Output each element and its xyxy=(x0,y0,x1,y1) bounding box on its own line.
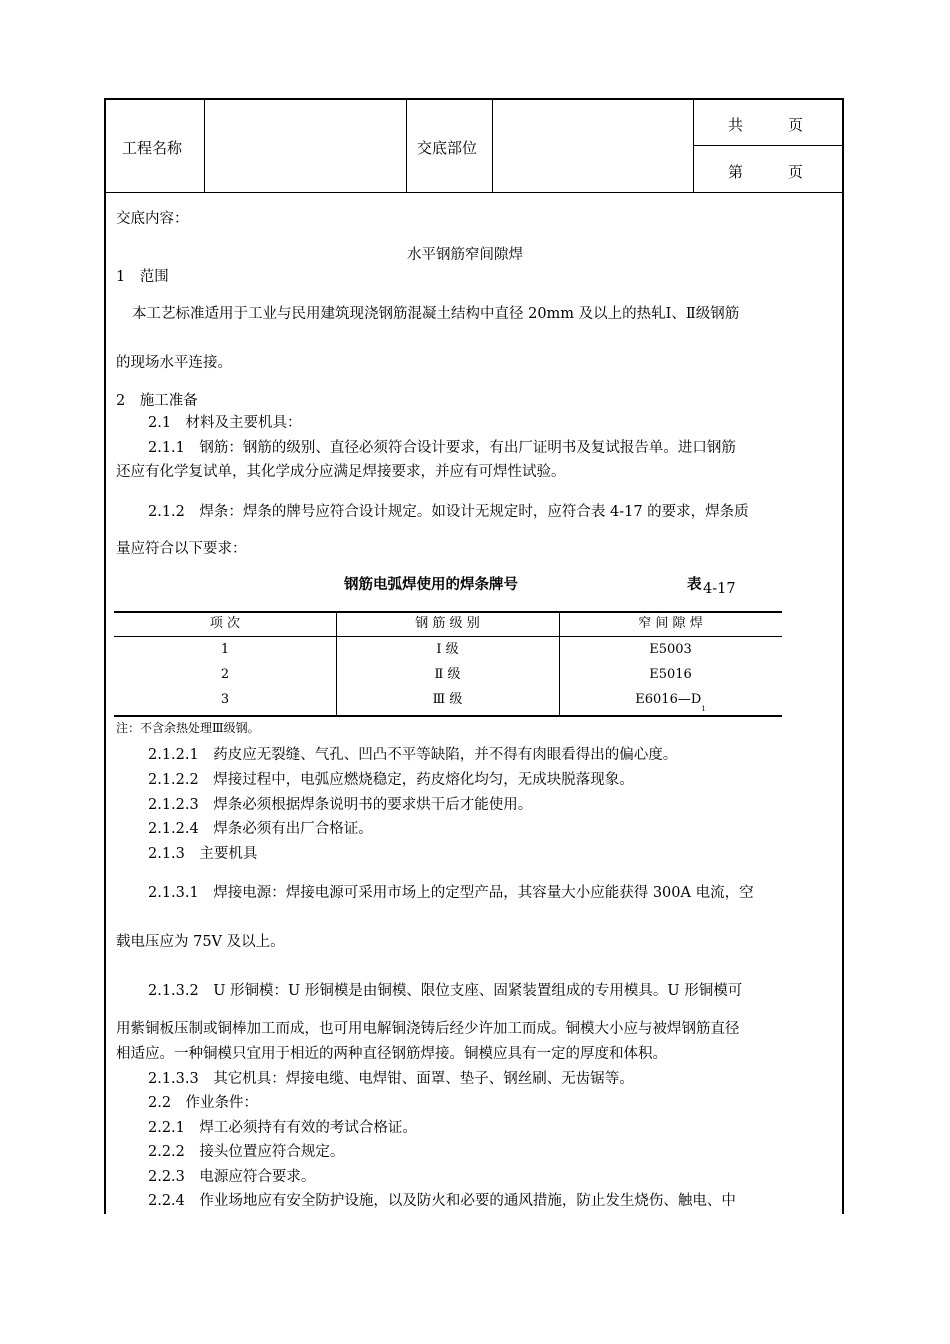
item-2-2-1: 2.2.1 焊工必须持有有效的考试合格证。 xyxy=(148,1120,417,1136)
table-row xyxy=(114,689,782,711)
item-2-1: 2.1 材料及主要机具： xyxy=(148,415,302,431)
table-header-item: 项 次 xyxy=(209,616,241,631)
document-title: 水平钢筋窄间隙焊 xyxy=(407,247,523,263)
total-pages: 共 页 xyxy=(728,116,804,134)
item-2-1-2-2: 2.1.2.2 焊接过程中，电弧应燃烧稳定，药皮熔化均匀，无成块脱落现象。 xyxy=(148,772,634,788)
page-number: 第 页 xyxy=(728,163,804,181)
table-header-rule xyxy=(114,636,782,637)
item-2-2-3: 2.2.3 电源应符合要求。 xyxy=(148,1169,316,1185)
electrode-subscript: 1 xyxy=(701,705,706,713)
item-2-1-3-2-line3: 相适应。一种铜模只宜用于相近的两种直径钢筋焊接。铜模应具有一定的厚度和体积。 xyxy=(116,1046,667,1062)
item-2-2: 2.2 作业条件： xyxy=(148,1095,259,1111)
item-2-1-3: 2.1.3 主要机具 xyxy=(148,846,258,862)
table-cell: 3 xyxy=(220,692,230,707)
table-cell xyxy=(559,689,782,720)
location-label-cell xyxy=(407,100,493,192)
table-header-grade: 钢 筋 级 别 xyxy=(415,616,480,631)
item-2-1-2-1: 2.1.2.1 药皮应无裂缝、气孔、凹凸不平等缺陷，并不得有肉眼看得出的偏心度。 xyxy=(148,747,678,763)
table-cell: Ⅰ 级 xyxy=(436,642,459,657)
project-name-label: 工程名称 xyxy=(122,139,183,157)
table-cell: E5003 xyxy=(649,642,692,657)
total-pages-box xyxy=(694,100,844,146)
location-value-cell xyxy=(493,100,694,192)
table-header-weld: 窄 间 隙 焊 xyxy=(638,616,703,631)
table-caption: 钢筋电弧焊使用的焊条牌号 xyxy=(344,577,518,593)
item-2-1-3-1-line2: 载电压应为 75V 及以上。 xyxy=(116,934,285,950)
table-cell: Ⅱ 级 xyxy=(434,667,461,682)
item-2-1-2-line2: 量应符合以下要求： xyxy=(116,541,247,557)
section-1-text-line2: 的现场水平连接。 xyxy=(116,355,232,371)
table-cell: 2 xyxy=(220,667,230,682)
table-cell: E5016 xyxy=(649,667,692,682)
section-1-text-line1: 本工艺标准适用于工业与民用建筑现浇钢筋混凝土结构中直径 20mm 及以上的热轧Ⅰ、Ⅱ级钢筋 xyxy=(132,306,740,322)
item-2-1-2-line1: 2.1.2 焊条：焊条的牌号应符合设计规定。如设计无规定时，应符合表 4-17 的要求，焊条质 xyxy=(148,504,749,520)
project-name-label-cell xyxy=(106,100,205,192)
location-label: 交底部位 xyxy=(417,139,478,157)
table-note: 注：不含余热处理Ⅲ级钢。 xyxy=(116,721,260,735)
intro-label: 交底内容： xyxy=(116,211,189,227)
item-2-2-2: 2.2.2 接头位置应符合规定。 xyxy=(148,1144,345,1160)
project-name-value-cell xyxy=(205,100,407,192)
table-header-row xyxy=(114,613,782,635)
electrode-code: E6016—D xyxy=(635,692,702,707)
table-row xyxy=(114,639,782,661)
item-2-1-3-2-line1: 2.1.3.2 U 形铜模：U 形铜模是由铜模、限位支座、固紧装置组成的专用模具。U 形铜模可 xyxy=(148,983,743,999)
table-label-prefix: 表 xyxy=(687,577,702,593)
electrode-table xyxy=(114,611,782,719)
item-2-2-4: 2.2.4 作业场地应有安全防护设施，以及防火和必要的通风措施，防止发生烧伤、触电、中 xyxy=(148,1193,736,1209)
table-cell: Ⅲ 级 xyxy=(432,692,463,707)
section-2-heading: 2 施工准备 xyxy=(116,393,198,409)
item-2-1-2-4: 2.1.2.4 焊条必须有出厂合格证。 xyxy=(148,821,373,837)
table-cell: 1 xyxy=(220,642,230,657)
item-2-1-3-3: 2.1.3.3 其它机具：焊接电缆、电焊钳、面罩、垫子、钢丝刷、无齿锯等。 xyxy=(148,1071,634,1087)
item-2-1-1-line1: 2.1.1 钢筋：钢筋的级别、直径必须符合设计要求，有出厂证明书及复试报告单。进口钢筋 xyxy=(148,440,736,456)
item-2-1-3-1-line1: 2.1.3.1 焊接电源：焊接电源可采用市场上的定型产品，其容量大小应能获得 300A 电流，空 xyxy=(148,885,754,901)
form-header xyxy=(106,100,842,193)
section-1-heading: 1 范围 xyxy=(116,269,169,285)
table-label-number: 4-17 xyxy=(703,581,736,597)
table-row xyxy=(114,664,782,686)
disclosure-form xyxy=(104,98,844,1214)
page-count-cell xyxy=(694,100,844,192)
item-2-1-2-3: 2.1.2.3 焊条必须根据焊条说明书的要求烘干后才能使用。 xyxy=(148,797,533,813)
item-2-1-1-line2: 还应有化学复试单，其化学成分应满足焊接要求，并应有可焊性试验。 xyxy=(116,464,566,480)
item-2-1-3-2-line2: 用紫铜板压制或铜棒加工而成，也可用电解铜浇铸后经少许加工而成。铜模大小应与被焊钢筋直径 xyxy=(116,1021,740,1037)
